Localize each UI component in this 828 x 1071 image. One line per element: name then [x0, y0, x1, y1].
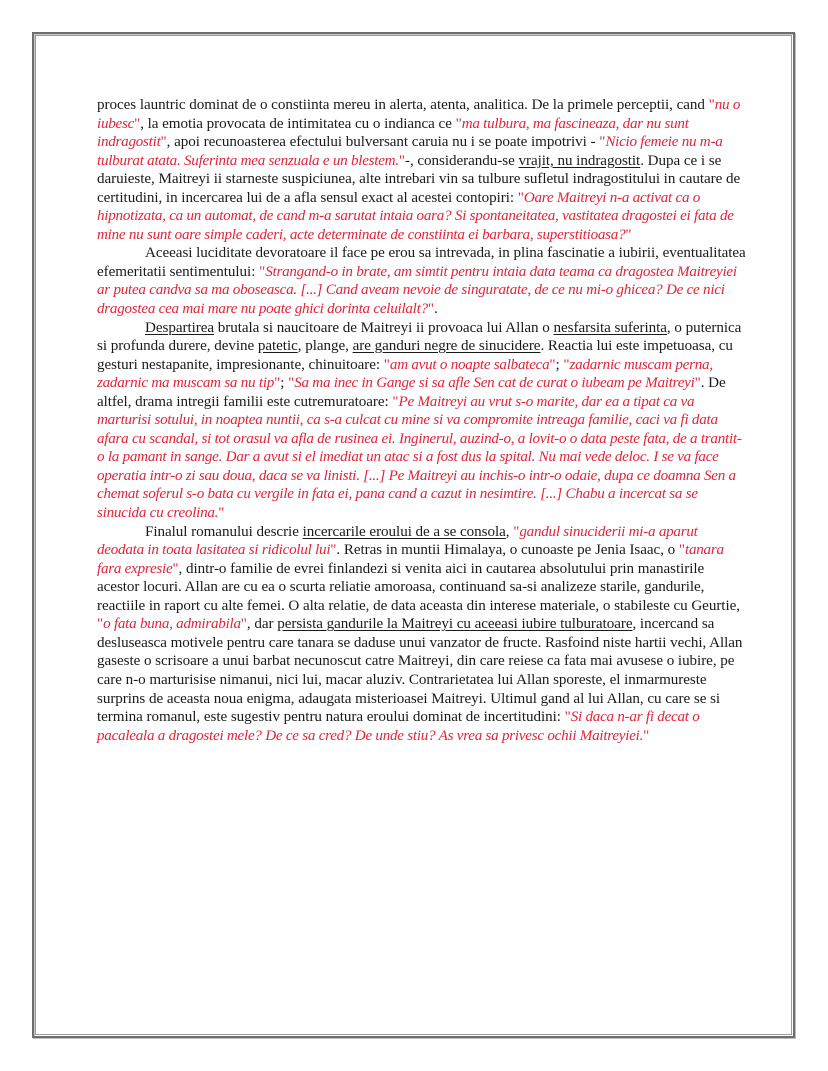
- body-text: . De altfel, drama intregii familii este cutremuratoare:: [97, 375, 726, 410]
- quote-mark: ": [330, 542, 337, 559]
- quote: [384, 357, 556, 373]
- document-body: [97, 96, 747, 745]
- quote-mark: ": [427, 301, 434, 318]
- quote-text: zadarnic muscam perna, zadarnic ma muscam sa nu tip: [97, 356, 713, 392]
- body-text: , o puternica si profunda durere, devine: [97, 319, 742, 355]
- quote-text: nu o iubesc: [97, 97, 741, 132]
- underlined-text: Despartirea: [145, 319, 215, 336]
- quote-text: am avut o noapte salbateca: [389, 356, 550, 373]
- body-text: ;: [555, 356, 564, 373]
- quote-mark: ": [625, 226, 632, 243]
- body-text: , plange,: [297, 338, 353, 355]
- body-text: , dintr-o familie de evrei finlandezi si venita aici in cautarea absolutului prin manastirile acestor locuri. Allan are cu ea o scurta reliatie amoroasa, continuand sa-si analizeze starile, gandurile, reactiile in raport cu alte femei. O alta relatie, de data aceasta din interese materiale, o stabileste cu Geurtie,: [97, 560, 740, 614]
- paragraph-1: [97, 96, 747, 244]
- quote-mark: ": [643, 727, 650, 744]
- quote-text: Si daca n-ar fi decat o pacaleala a dragostei mele? De ce sa cred? De unde stiu? As vrea sa privesc ochii Maitreyiei.: [97, 709, 700, 744]
- body-text: , incercand sa desluseasca motivele pentru care tanara se daduse unui vanzator de fructe. Rasfoind niste hartii vechi, Allan gaseste o scrisoare a unui barbat necunoscut catre Maitreyi, din care reiese ca fata mai avusese o iubire, pe care n-o marturisise nimanui, nici lui, macar aluziv. Contrarietatea lui Allan sporeste, el inmarmureste surprins de aceasta noua enigma, adaugata misterioasei Maitreyi. Ultimul gand al lui Allan, cu care se si termina romanul, este sugestiv pentru natura eroului dominat de incertitudini:: [97, 616, 743, 726]
- quote-mark: ": [274, 375, 281, 392]
- body-text: ;: [280, 375, 289, 392]
- quote-text: Oare Maitreyi n-a activat ca o hipnotizata, ca un automat, de cand m-a sarutat intaia oara? Si spontaneitatea, vastitatea dragostei ei fata de mine nu sunt oare simple caderi, acte determinate de constiinta ei barbara, superstitioasa?: [97, 189, 734, 243]
- quote-mark: ": [708, 97, 715, 113]
- underlined-text: are ganduri negre de sinucidere: [352, 338, 541, 355]
- quote-mark: ": [97, 616, 104, 633]
- body-text: , dar: [246, 616, 278, 633]
- body-text: Finalul romanului descrie: [145, 523, 303, 540]
- quote-mark: ": [398, 152, 405, 169]
- quote-mark: ": [694, 375, 701, 392]
- quote-text: gandul sinuciderii mi-a aparut deodata in toata lasitatea si ridicolul lui: [97, 523, 698, 559]
- quote-mark: ": [678, 542, 685, 559]
- quote: [97, 616, 247, 632]
- quote-text: Strangand-o in brate, am simtit pentru intaia data teama ca dragostea Maitreyiei ar putea candva sa ma oboseasca. [...] Cand aveam nevoie de singuratate, de ce nu mi-o ghicea? De ce nici dragostea cea mai mare nu poate ghici dorinta celuilalt?: [97, 263, 737, 318]
- quote-mark: ": [513, 523, 520, 540]
- quote-mark: ": [172, 560, 179, 577]
- quote-mark: ": [288, 375, 295, 392]
- body-text: Aceeasi luciditate devoratoare il face pe erou sa intrevada, in plina fascinatie a iubirii, eventualitatea efemeritatii sentimentului:: [97, 245, 746, 280]
- underlined-text: persista gandurile la Maitreyi cu aceeasi iubire tulburatoare: [277, 616, 633, 633]
- quote-mark: ": [563, 356, 570, 373]
- quote-text: tanara fara expresie: [97, 542, 724, 577]
- quote-mark: ": [218, 505, 225, 522]
- paragraph-3: [97, 319, 747, 523]
- body-text: .: [434, 301, 438, 318]
- body-text: . Dupa ce i se daruieste, Maitreyi ii starneste suspiciunea, alte intrebari vin sa tulbure sufletul indragostitului in cautare de certitudini, in incercarea lui de a afla sensul exact al acestei contopiri:: [97, 152, 741, 206]
- body-text: proces launtric dominat de o constiinta mereu in alerta, atenta, analitica. De la primele perceptii, cand: [97, 97, 709, 113]
- underlined-text: vrajit, nu indragostit: [518, 152, 641, 169]
- body-text: . Retras in muntii Himalaya, o cunoaste pe Jenia Isaac, o: [336, 542, 679, 559]
- paragraph-2: [97, 244, 747, 318]
- quote: [288, 375, 701, 391]
- quote-text: Pe Maitreyi au vrut s-o marite, dar ea a tipat ca va marturisi sotului, in noaptea nuntii, ca s-a culcat cu mine si va compromite intreaga familie, caci va fi data afara cu scandal, si tot orasul va afla de rusinea ei. Inginerul, auzind-o, a lovit-o o data peste fata, de a trantit-o la pamant in sange. Dar a avut si el imediat un atac si a fost dus la spital. Nu mai vede deloc. I se va face operatia intr-o zi sau doua, daca se va linisti. [...] Pe Maitreyi au inchis-o intr-o odaie, dupa ce doamna Sen a chemat soferul s-o bata cu vergile in fata ei, pana cand a cazut in nesimtire. [...] Chabu a incercat sa se sinucida cu creolina.: [97, 393, 742, 522]
- quote-mark: ": [134, 115, 141, 132]
- body-text: -, considerandu-se: [404, 152, 519, 169]
- body-text: ,: [505, 523, 514, 540]
- quote-text: Sa ma inec in Gange si sa afle Sen cat de curat o iubeam pe Maitreyi: [294, 375, 695, 392]
- underlined-text: incercarile eroului de a se consola: [302, 523, 506, 540]
- underlined-text: patetic: [257, 338, 298, 355]
- body-text: brutala si naucitoare de Maitreyi ii provoaca lui Allan o: [214, 319, 554, 336]
- quote-text: Nicio femeie nu m-a tulburat atata. Suferinta mea senzuala e un blestem.: [97, 134, 723, 169]
- quote-text: o fata buna, admirabila: [103, 616, 241, 633]
- underlined-text: nesfarsita suferinta: [553, 319, 667, 336]
- body-text: , la emotia provocata de intimitatea cu o indianca ce: [140, 115, 456, 132]
- quote-mark: ": [455, 115, 462, 132]
- quote-mark: ": [259, 263, 266, 280]
- quote-mark: ": [160, 134, 167, 151]
- quote: [97, 394, 742, 521]
- quote-mark: ": [517, 189, 524, 206]
- body-text: , apoi recunoasterea efectului bulversant caruia nu i se poate impotrivi -: [166, 134, 600, 151]
- body-text: . Reactia lui este impetuoasa, cu gesturi nestapanite, impresionante, chinuitoare:: [97, 338, 733, 373]
- quote-mark: ": [383, 356, 390, 373]
- quote-text: ma tulbura, ma fascineaza, dar nu sunt indragostit: [97, 115, 689, 151]
- quote-mark: ": [599, 134, 606, 151]
- paragraph-4: [97, 523, 747, 746]
- quote-mark: ": [564, 709, 571, 726]
- quote-mark: ": [549, 356, 556, 373]
- quote-mark: ": [240, 616, 247, 633]
- quote-mark: ": [392, 393, 399, 410]
